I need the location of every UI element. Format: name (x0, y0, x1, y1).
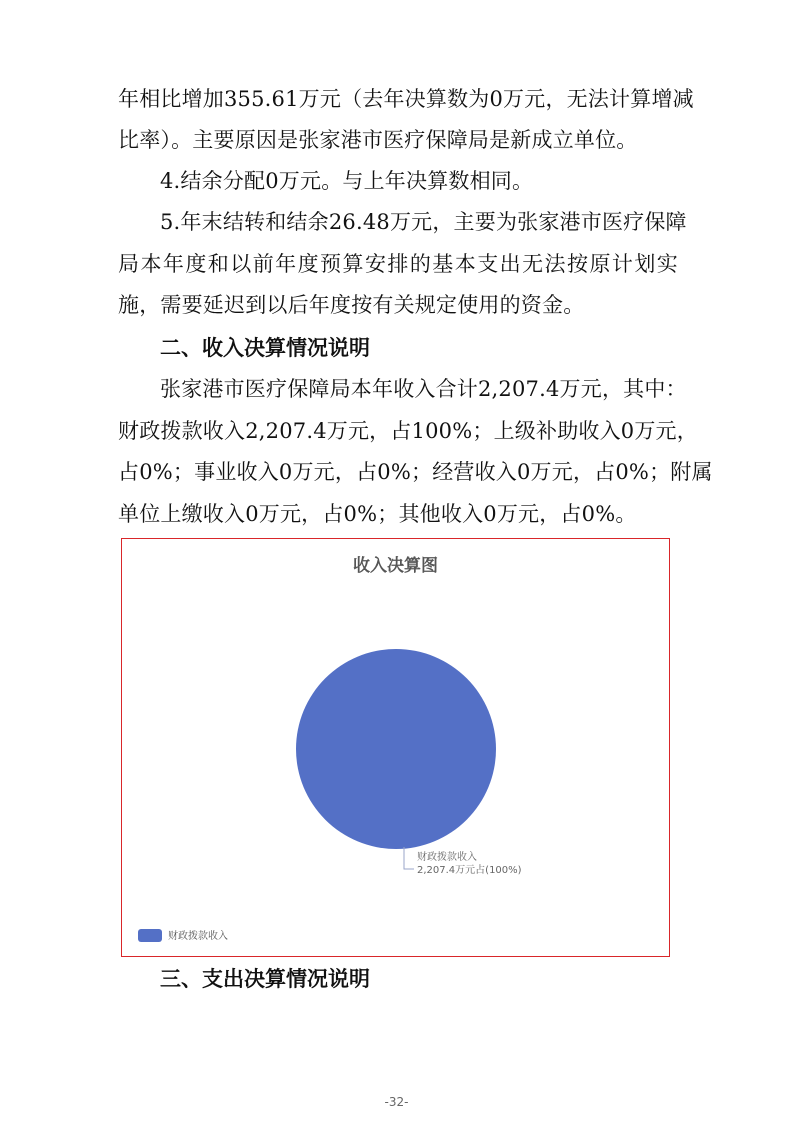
paragraph-1-line-2: 比率）。主要原因是张家港市医疗保障局是新成立单位。 (118, 128, 638, 152)
paragraph-4-line-1: 张家港市医疗保障局本年收入合计2,207.4万元，其中： (160, 377, 687, 401)
income-pie-chart (121, 538, 670, 957)
pie-leader-line-0 (404, 847, 414, 869)
page-number: -32- (384, 1095, 409, 1109)
paragraph-3-line-1: 5.年末结转和结余26.48万元，主要为张家港市医疗保障 (160, 210, 687, 234)
paragraph-4-line-4: 单位上缴收入0万元，占0%；其他收入0万元，占0%。 (118, 502, 637, 526)
legend-label-0: 财政拨款收入 (168, 931, 228, 942)
pie-data-label-value-0: 2,207.4万元占(100%) (417, 865, 522, 876)
paragraph-4-line-3: 占0%；事业收入0万元，占0%；经营收入0万元，占0%；附属 (118, 460, 713, 484)
paragraph-3-line-3: 施，需要延迟到以后年度按有关规定使用的资金。 (118, 293, 585, 317)
pie-data-label-name-0: 财政拨款收入 (417, 852, 477, 863)
paragraph-3-line-2: 局本年度和以前年度预算安排的基本支出无法按原计划实 (118, 252, 678, 276)
chart-title: 收入决算图 (353, 556, 438, 576)
pie-chart-canvas (122, 539, 668, 955)
paragraph-1-line-1: 年相比增加355.61万元（去年决算数为0万元，无法计算增减 (118, 87, 694, 111)
paragraph-2-line-1: 4.结余分配0万元。与上年决算数相同。 (160, 169, 534, 193)
paragraph-4-line-2: 财政拨款收入2,207.4万元，占100%；上级补助收入0万元， (118, 419, 698, 443)
legend-swatch-0 (138, 929, 162, 942)
section-heading-income: 二、收入决算情况说明 (160, 336, 370, 360)
pie-slice-0 (296, 649, 496, 849)
section-heading-expenditure: 三、支出决算情况说明 (160, 967, 370, 991)
